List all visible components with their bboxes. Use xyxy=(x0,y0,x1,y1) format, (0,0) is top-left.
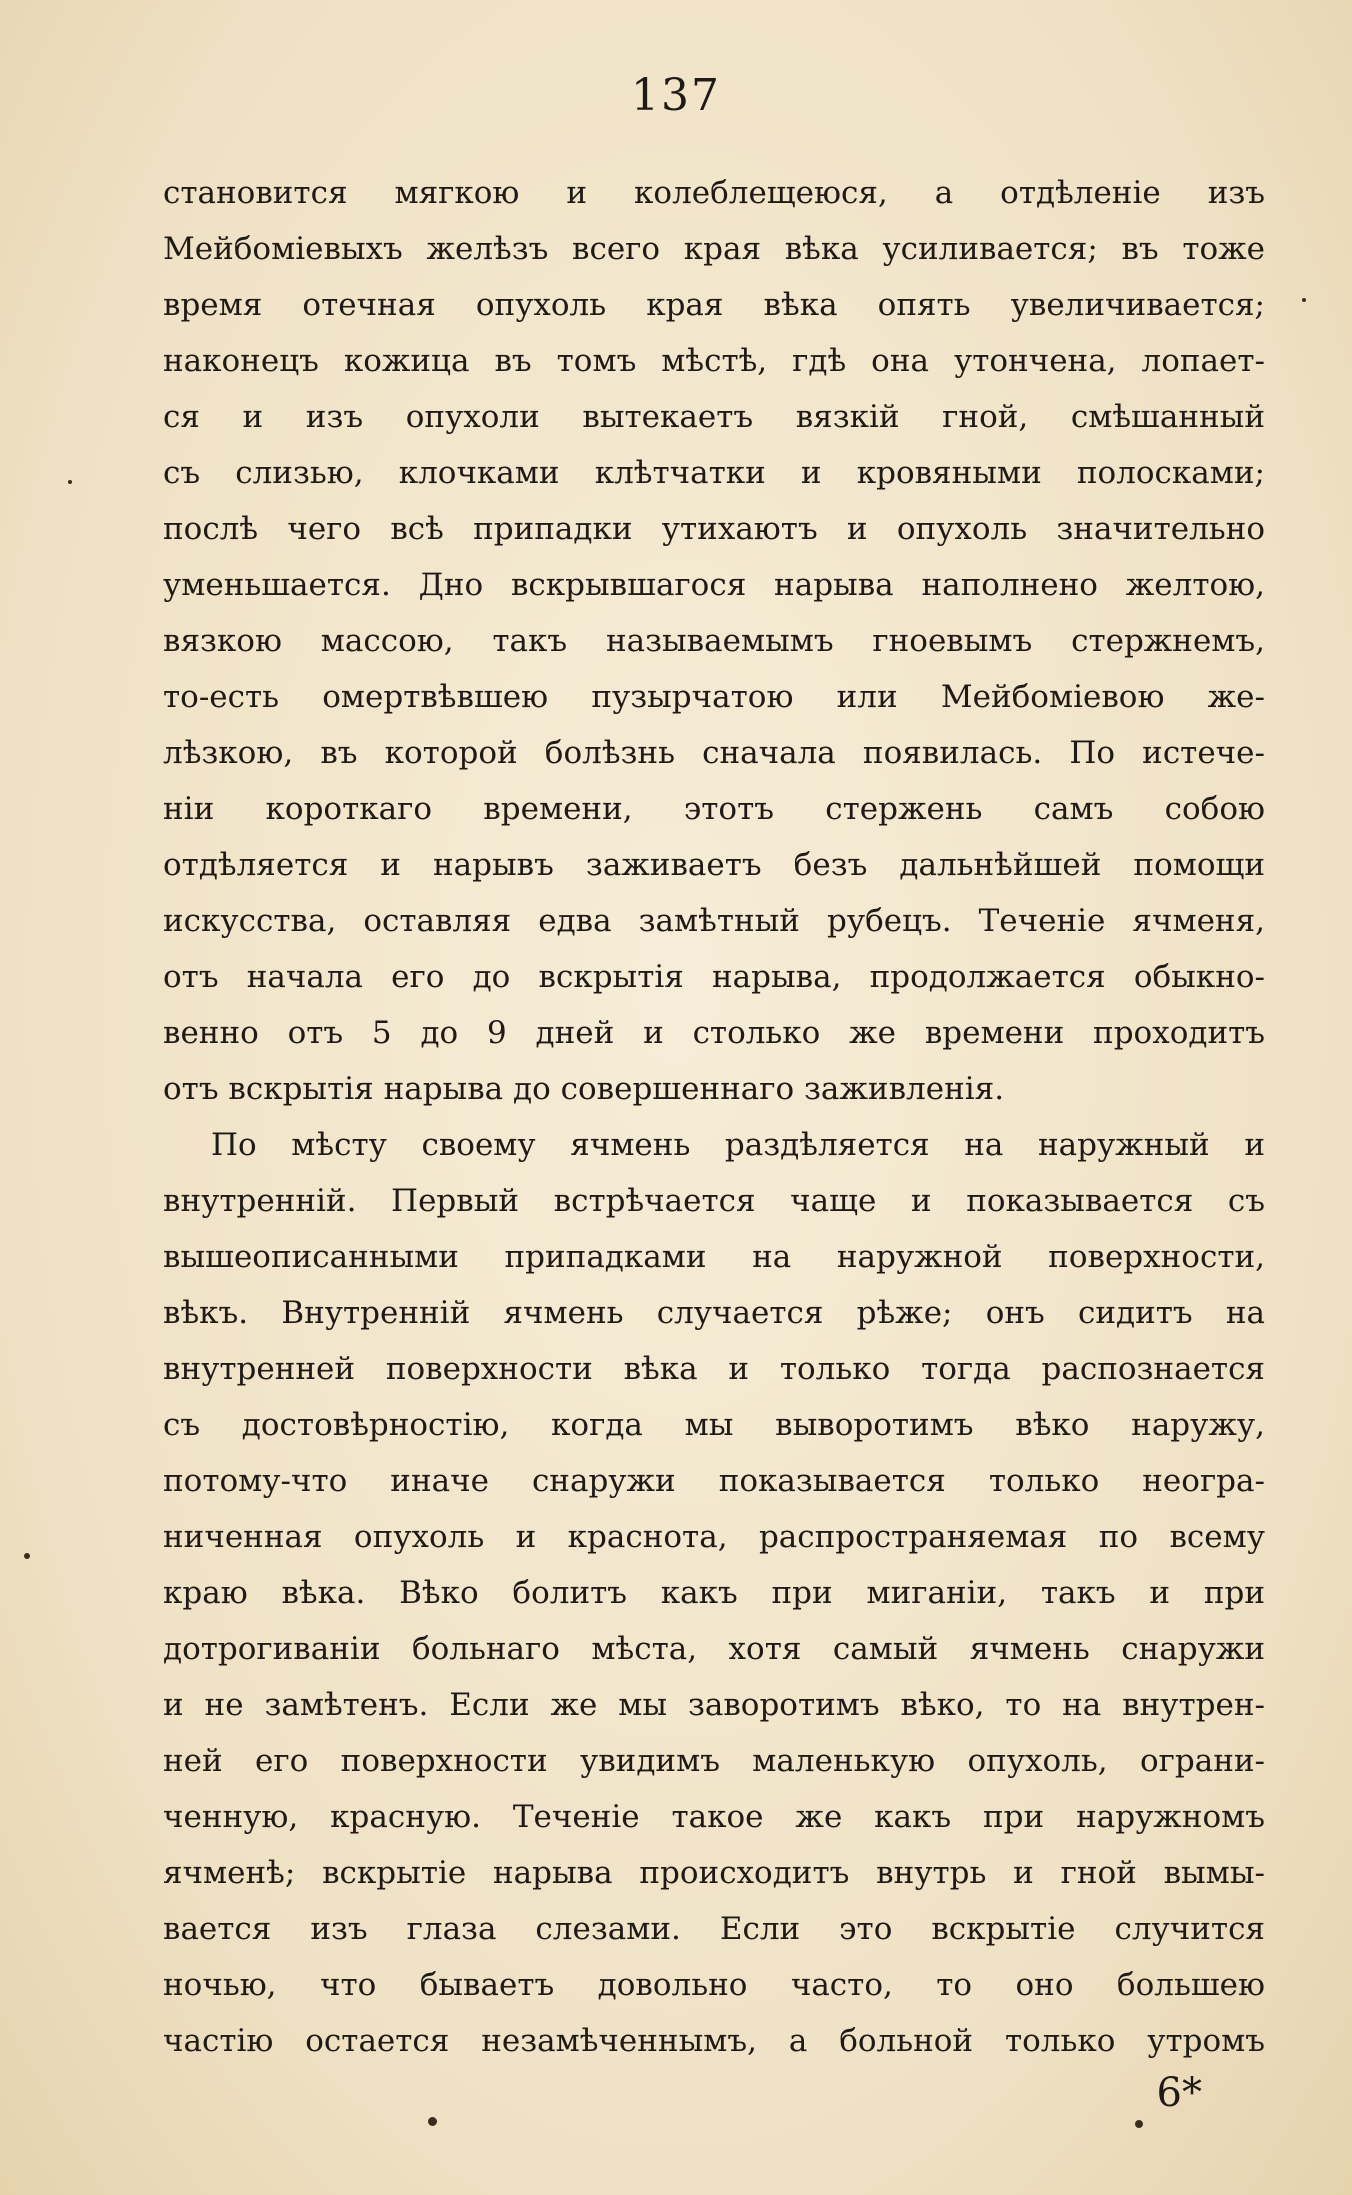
text-line: становится мягкою и колеблещеюся, а отдѣленіе изъ xyxy=(163,175,1265,211)
text-line: наконецъ кожица въ томъ мѣстѣ, гдѣ она утончена, лопает- xyxy=(163,343,1265,379)
text-line: уменьшается. Дно вскрывшагося нарыва наполнено желтою, xyxy=(163,567,1265,603)
text-line: то-есть омертвѣвшею пузырчатою или Мейбоміевою же- xyxy=(163,679,1265,715)
ink-speck xyxy=(24,1553,30,1559)
ink-speck xyxy=(1302,298,1306,302)
text-line: ніи короткаго времени, этотъ стержень самъ собою xyxy=(163,791,1265,827)
text-line: вается изъ глаза слезами. Если это вскрытіе случится xyxy=(163,1911,1265,1947)
text-line: время отечная опухоль края вѣка опять увеличивается; xyxy=(163,287,1265,323)
text-line: потому-что иначе снаружи показывается только неогра- xyxy=(163,1463,1265,1499)
text-line: съ слизью, клочками клѣтчатки и кровяными полосками; xyxy=(163,455,1265,491)
ink-speck xyxy=(68,480,72,484)
body-text xyxy=(163,165,1265,2069)
text-line: дотрогиваніи больнаго мѣста, хотя самый ячмень снаружи xyxy=(163,1631,1265,1667)
ink-speck xyxy=(1135,2120,1143,2128)
text-line: искусства, оставляя едва замѣтный рубецъ. Теченіе ячменя, xyxy=(163,903,1265,939)
text-line: ней его поверхности увидимъ маленькую опухоль, ограни- xyxy=(163,1743,1265,1779)
text-line: частію остается незамѣченнымъ, а больной только утромъ xyxy=(163,2023,1265,2059)
text-line: вѣкъ. Внутренній ячмень случается рѣже; онъ сидитъ на xyxy=(163,1295,1265,1331)
text-line: ниченная опухоль и краснота, распространяемая по всему xyxy=(163,1519,1265,1555)
text-line: отдѣляется и нарывъ заживаетъ безъ дальнѣйшей помощи xyxy=(163,847,1265,883)
text-line: вязкою массою, такъ называемымъ гноевымъ стержнемъ, xyxy=(163,623,1265,659)
ink-speck xyxy=(428,2117,437,2126)
page-number: 137 xyxy=(631,70,721,121)
text-line: внутренній. Первый встрѣчается чаще и показывается съ xyxy=(163,1183,1265,1219)
text-line: отъ вскрытія нарыва до совершеннаго заживленія. xyxy=(163,1071,1005,1107)
text-line: ченную, красную. Теченіе такое же какъ при наружномъ xyxy=(163,1799,1265,1835)
text-line: Мейбоміевыхъ желѣзъ всего края вѣка усиливается; въ тоже xyxy=(163,231,1265,267)
text-line: съ достовѣрностію, когда мы выворотимъ вѣко наружу, xyxy=(163,1407,1265,1443)
text-line: ночью, что бываетъ довольно часто, то оно большею xyxy=(163,1967,1265,2003)
text-line: лѣзкою, въ которой болѣзнь сначала появилась. По истече- xyxy=(163,735,1265,771)
signature-mark: 6* xyxy=(1156,2070,1202,2116)
text-line: и не замѣтенъ. Если же мы заворотимъ вѣко, то на внутрен- xyxy=(163,1687,1265,1723)
text-line: вышеописанными припадками на наружной поверхности, xyxy=(163,1239,1265,1275)
text-line: внутренней поверхности вѣка и только тогда распознается xyxy=(163,1351,1265,1387)
text-line: ячменѣ; вскрытіе нарыва происходитъ внутрь и гной вымы- xyxy=(163,1855,1265,1891)
text-line: отъ начала его до вскрытія нарыва, продолжается обыкно- xyxy=(163,959,1265,995)
text-line: ся и изъ опухоли вытекаетъ вязкій гной, смѣшанный xyxy=(163,399,1265,435)
text-line: венно отъ 5 до 9 дней и столько же времени проходитъ xyxy=(163,1015,1265,1051)
text-line: послѣ чего всѣ припадки утихаютъ и опухоль значительно xyxy=(163,511,1265,547)
text-line: По мѣсту своему ячмень раздѣляется на наружный и xyxy=(211,1127,1265,1163)
text-line: краю вѣка. Вѣко болитъ какъ при миганіи, такъ и при xyxy=(163,1575,1265,1611)
